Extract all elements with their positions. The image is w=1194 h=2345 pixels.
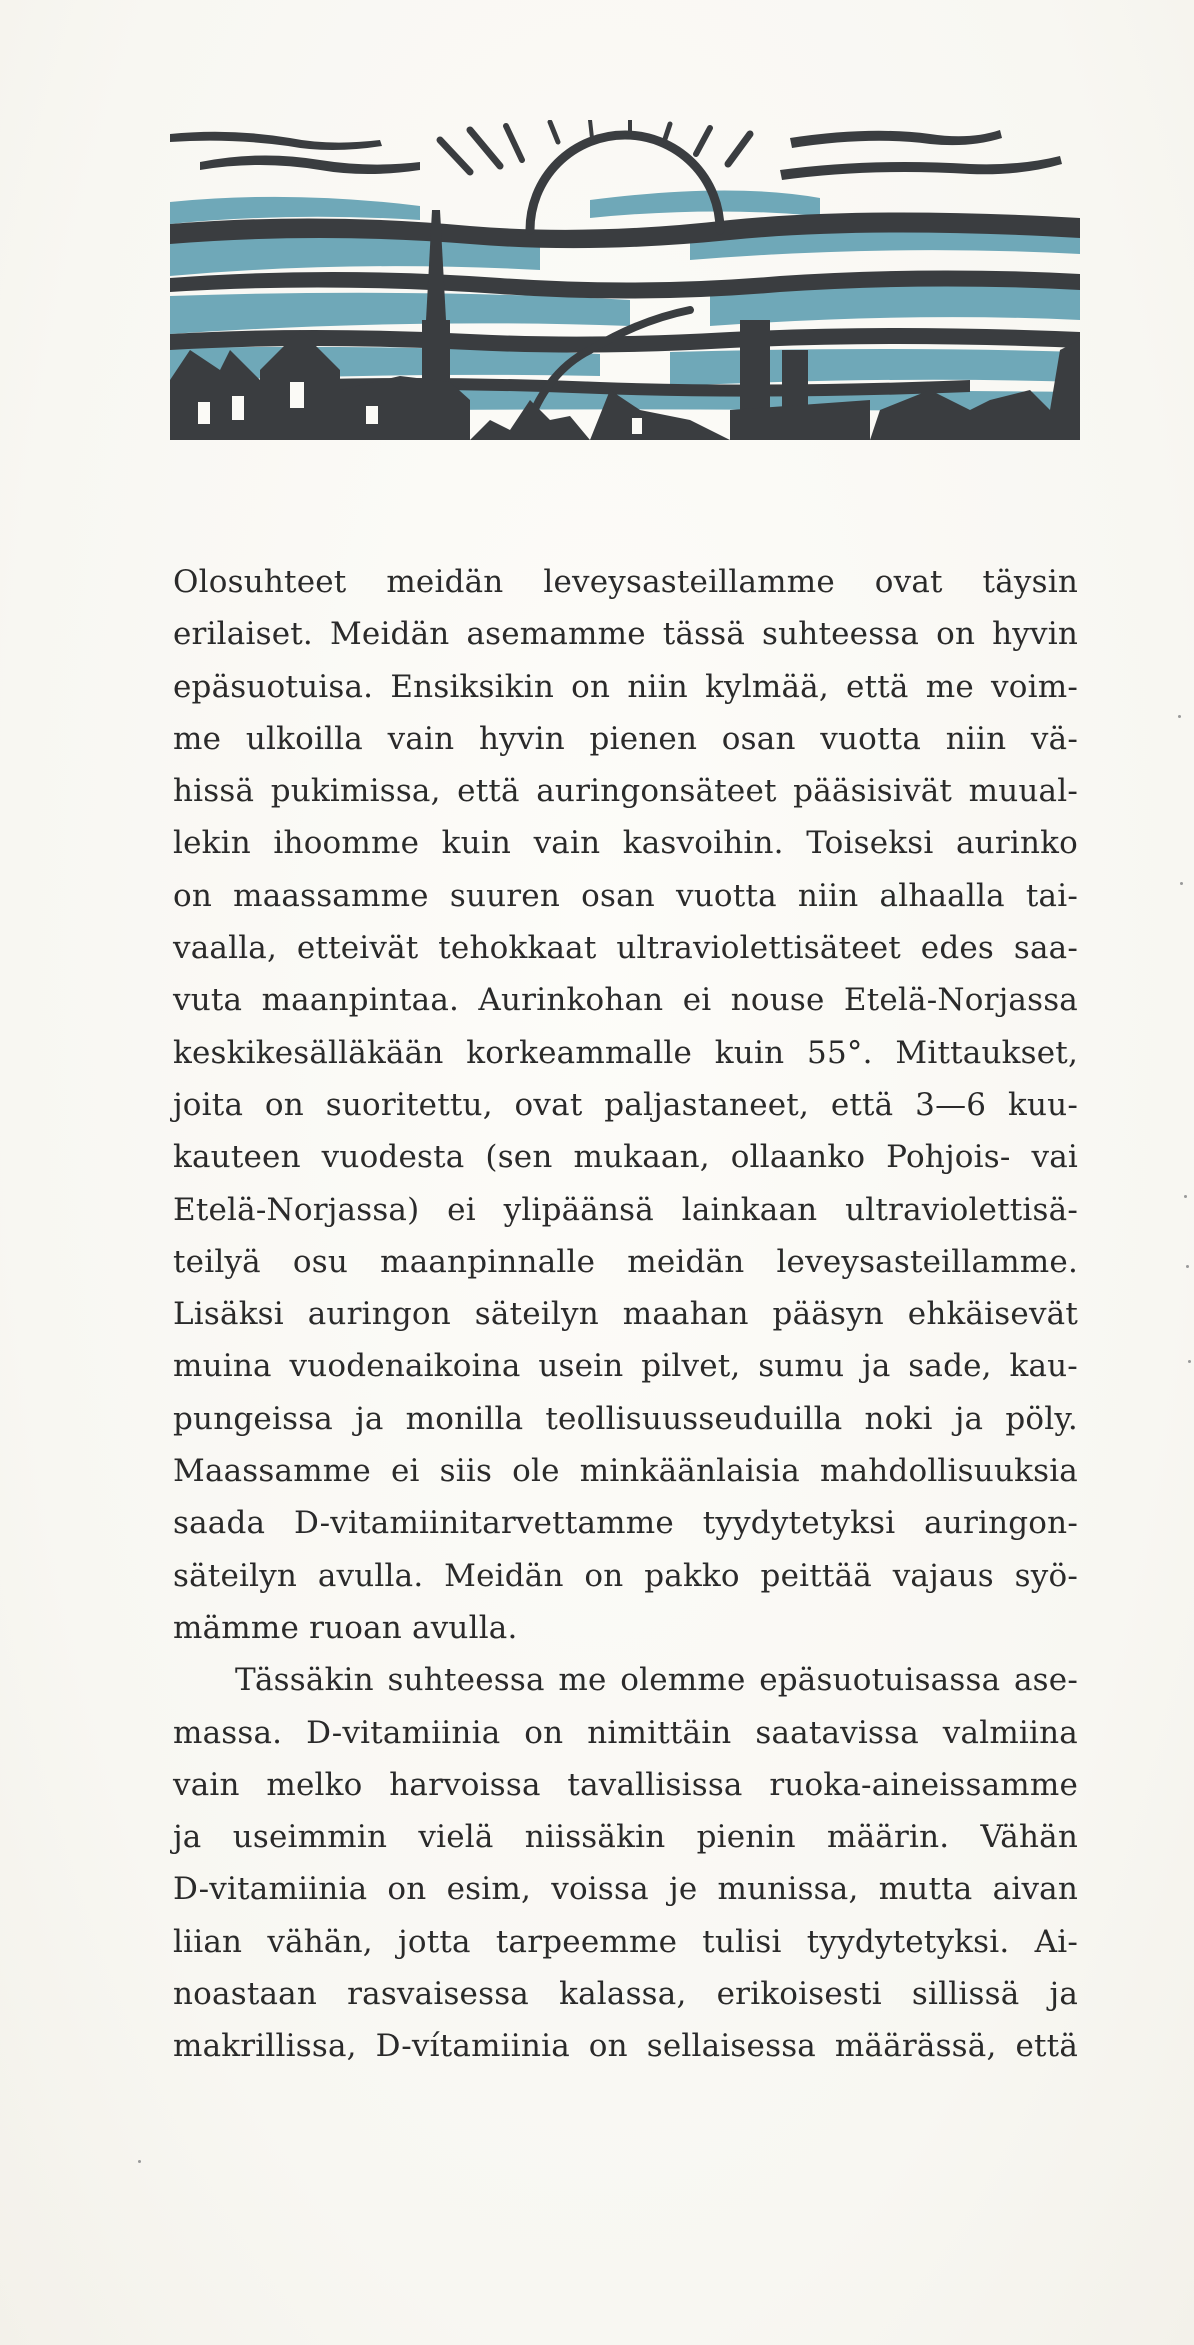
text-line: vaalla, etteivät tehokkaat ultraviolettisäteet edes saa- — [173, 930, 1078, 967]
text-line: muina vuodenaikoina usein pilvet, sumu ja sade, kau- — [173, 1348, 1078, 1385]
text-line: ja useimmin vielä niissäkin pienin määrin. Vähän — [173, 1819, 1078, 1856]
text-line: liian vähän, jotta tarpeemme tulisi tyydytetyksi. Ai- — [173, 1923, 1078, 1960]
paper-speck — [1180, 882, 1183, 885]
text-line: mämme ruoan avulla. — [173, 1609, 518, 1646]
text-line: Tässäkin suhteessa me olemme epäsuotuisassa ase- — [235, 1662, 1078, 1699]
body-text — [173, 556, 1078, 2073]
text-line: vuta maanpintaa. Aurinkohan ei nouse Etelä-Norjassa — [173, 982, 1078, 1019]
text-line: säteilyn avulla. Meidän on pakko peittää vajaus syö- — [173, 1557, 1078, 1594]
text-line: makrillissa, D-vítamiinia on sellaisessa määrässä, että — [173, 2028, 1078, 2065]
text-line: me ulkoilla vain hyvin pienen osan vuotta niin vä- — [173, 720, 1078, 757]
text-line: noastaan rasvaisessa kalassa, erikoisesti sillissä ja — [173, 1976, 1078, 2013]
text-line: keskikesälläkään korkeammalle kuin 55°. Mittaukset, — [173, 1034, 1078, 1071]
text-line: massa. D-vitamiinia on nimittäin saatavissa valmiina — [173, 1714, 1078, 1751]
paper-speck — [1188, 1360, 1191, 1363]
paper-speck — [138, 2160, 141, 2163]
paper-speck — [1186, 1265, 1189, 1268]
text-line: erilaiset. Meidän asemamme tässä suhteessa on hyvin — [173, 616, 1078, 653]
text-line: D-vitamiinia on esim, voissa je munissa, mutta aivan — [173, 1871, 1078, 1908]
text-line: saada D-vitamiinitarvettamme tyydytetyksi auringon- — [173, 1505, 1078, 1542]
text-line: Lisäksi auringon säteilyn maahan pääsyn ehkäisevät — [173, 1296, 1078, 1333]
text-line: Maassamme ei siis ole minkäänlaisia mahdollisuuksia — [173, 1453, 1078, 1490]
text-line: hissä pukimissa, että auringonsäteet pääsisivät muual- — [173, 773, 1078, 810]
paper-speck — [1184, 1195, 1187, 1198]
paragraph — [173, 556, 1078, 1654]
paragraph — [173, 1654, 1078, 2072]
text-line: on maassamme suuren osan vuotta niin alhaalla tai- — [173, 877, 1078, 914]
text-line: pungeissa ja monilla teollisuusseuduilla noki ja pöly. — [173, 1400, 1078, 1437]
text-line: kauteen vuodesta (sen mukaan, ollaanko Pohjois- vai — [173, 1139, 1078, 1176]
text-line: lekin ihoomme kuin vain kasvoihin. Toiseksi aurinko — [173, 825, 1078, 862]
text-line: vain melko harvoissa tavallisissa ruoka-aineissamme — [173, 1766, 1078, 1803]
text-line: Etelä-Norjassa) ei ylipäänsä lainkaan ultraviolettisä- — [173, 1191, 1078, 1228]
text-line: teilyä osu maanpinnalle meidän leveysasteillamme. — [173, 1243, 1078, 1280]
text-line: Olosuhteet meidän leveysasteillamme ovat täysin — [173, 564, 1078, 600]
text-line: joita on suoritettu, ovat paljastaneet, että 3—6 kuu- — [173, 1086, 1078, 1123]
sunset-town-woodcut-icon — [170, 120, 1080, 460]
text-line: epäsuotuisa. Ensiksikin on niin kylmää, että me voim- — [173, 668, 1078, 705]
paper-speck — [1178, 715, 1181, 718]
